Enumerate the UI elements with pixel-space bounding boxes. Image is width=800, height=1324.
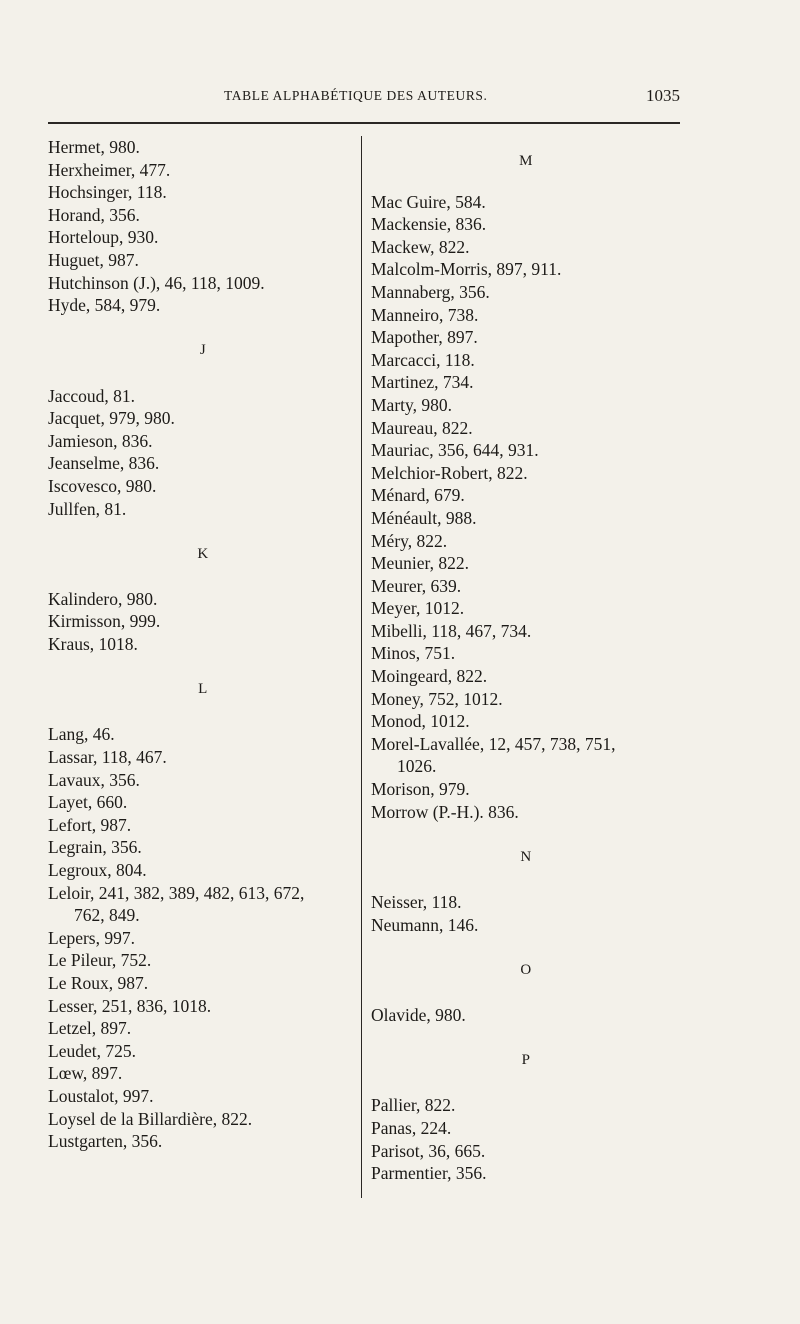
index-entry: Loustalot, 997. — [48, 1085, 154, 1106]
index-entry: Mackensie, 836. — [371, 214, 487, 235]
right-column — [371, 136, 681, 1185]
index-entry: Legroux, 804. — [48, 860, 147, 880]
page-number: 1035 — [646, 86, 680, 105]
index-entry: Legrain, 356. — [48, 837, 142, 858]
index-entry: Lustgarten, 356. — [48, 1131, 163, 1152]
index-entry: Jeanselme, 836. — [48, 453, 160, 474]
index-entry: Le Pileur, 752. — [48, 950, 152, 971]
section-letter-k: K — [197, 545, 209, 562]
index-entry: Jacquet, 979, 980. — [48, 408, 175, 429]
index-entry: Kirmisson, 999. — [48, 611, 161, 632]
index-entry: Marcacci, 118. — [371, 349, 475, 370]
index-entry: Layet, 660. — [48, 792, 128, 813]
index-entry: Neisser, 118. — [371, 892, 462, 912]
index-entry: Marty, 980. — [371, 394, 453, 415]
index-entry: Morrow (P.-H.). 836. — [371, 801, 519, 822]
index-entry: Mapother, 897. — [371, 327, 478, 348]
index-entry: Leudet, 725. — [48, 1040, 136, 1061]
page-header — [48, 86, 680, 116]
index-entry: Meurer, 639. — [371, 575, 462, 596]
index-entry: Ménéault, 988. — [371, 507, 477, 528]
index-entry: Jamieson, 836. — [48, 430, 153, 451]
index-entry: Neumann, 146. — [371, 914, 479, 935]
index-entry: Martinez, 734. — [371, 372, 474, 393]
index-entry-leloir: Leloir, 241, 382, 389, 482, 613, 672, — [48, 882, 305, 903]
index-entry: Le Roux, 987. — [48, 972, 149, 993]
column-divider — [361, 136, 362, 1198]
index-entry: Parmentier, 356. — [371, 1163, 487, 1184]
index-entry: Lefort, 987. — [48, 814, 132, 835]
index-entry: Money, 752, 1012. — [371, 688, 503, 709]
index-entry: Jaccoud, 81. — [48, 385, 135, 406]
index-entry: Horand, 356. — [48, 204, 140, 225]
index-entry: Herxheimer, 477. — [48, 159, 171, 180]
index-entry: Lavaux, 356. — [48, 769, 140, 790]
index-entry: Maureau, 822. — [371, 417, 473, 438]
index-entry-continuation: 1026. — [397, 756, 437, 777]
index-entry: Lœw, 897. — [48, 1063, 123, 1084]
index-entry: Jullfen, 81. — [48, 498, 127, 519]
index-entry: Horteloup, 930. — [48, 227, 159, 248]
index-entry: Kraus, 1018. — [48, 634, 138, 655]
left-column — [48, 136, 358, 1153]
index-entry: Mibelli, 118, 467, 734. — [371, 620, 532, 641]
index-entry: Mannaberg, 356. — [371, 281, 490, 302]
index-entry: Malcolm-Morris, 897, 911. — [371, 259, 562, 280]
index-entry-continuation: 762, 849. — [74, 905, 140, 926]
index-entry: Lepers, 997. — [48, 927, 135, 948]
section-letter-m: M — [519, 153, 533, 169]
index-entry: Hutchinson (J.), 46, 118, 1009. — [48, 272, 265, 293]
index-entry: Lassar, 118, 467. — [48, 747, 167, 768]
index-entry: Olavide, 980. — [371, 1004, 466, 1025]
index-entry-morel-lavallee: Morel-Lavallée, 12, 457, 738, 751, — [371, 733, 616, 754]
index-entry: Iscovesco, 980. — [48, 475, 157, 496]
index-entry: Monod, 1012. — [371, 711, 470, 732]
index-entry: Loysel de la Billardière, 822. — [48, 1108, 253, 1129]
index-entry: Hyde, 584, 979. — [48, 295, 161, 316]
index-entry: Mac Guire, 584. — [371, 191, 486, 212]
index-entry: Kalindero, 980. — [48, 588, 158, 609]
running-title: TABLE ALPHABÉTIQUE DES AUTEURS. — [224, 88, 488, 103]
index-entry: Parisot, 36, 665. — [371, 1140, 486, 1161]
index-entry: Pallier, 822. — [371, 1095, 456, 1116]
section-letter-p: P — [521, 1052, 531, 1069]
index-entry: Morison, 979. — [371, 779, 470, 800]
index-entry: Mackew, 822. — [371, 236, 470, 257]
index-entry: Letzel, 897. — [48, 1018, 132, 1039]
index-entry: Hochsinger, 118. — [48, 182, 167, 203]
section-letter-j: J — [199, 342, 207, 359]
index-entry: Méry, 822. — [371, 530, 448, 551]
index-entry: Lang, 46. — [48, 724, 115, 745]
index-entry: Huguet, 987. — [48, 249, 139, 270]
index-entry: Lesser, 251, 836, 1018. — [48, 995, 212, 1016]
index-entry: Meunier, 822. — [371, 553, 469, 574]
index-entry: Manneiro, 738. — [371, 304, 479, 325]
header-rule — [48, 122, 680, 124]
index-entry: Minos, 751. — [371, 643, 456, 664]
section-letter-l: L — [198, 681, 208, 698]
index-entry: Mauriac, 356, 644, 931. — [371, 440, 539, 461]
index-entry: Meyer, 1012. — [371, 598, 465, 619]
index-entry: Ménard, 679. — [371, 485, 465, 506]
section-letter-n: N — [520, 848, 532, 865]
index-entry: Hermet, 980. — [48, 137, 140, 157]
index-entry: Moingeard, 822. — [371, 666, 488, 687]
index-entry: Panas, 224. — [371, 1117, 452, 1138]
section-letter-o: O — [520, 961, 532, 978]
index-entry: Melchior-Robert, 822. — [371, 462, 528, 483]
